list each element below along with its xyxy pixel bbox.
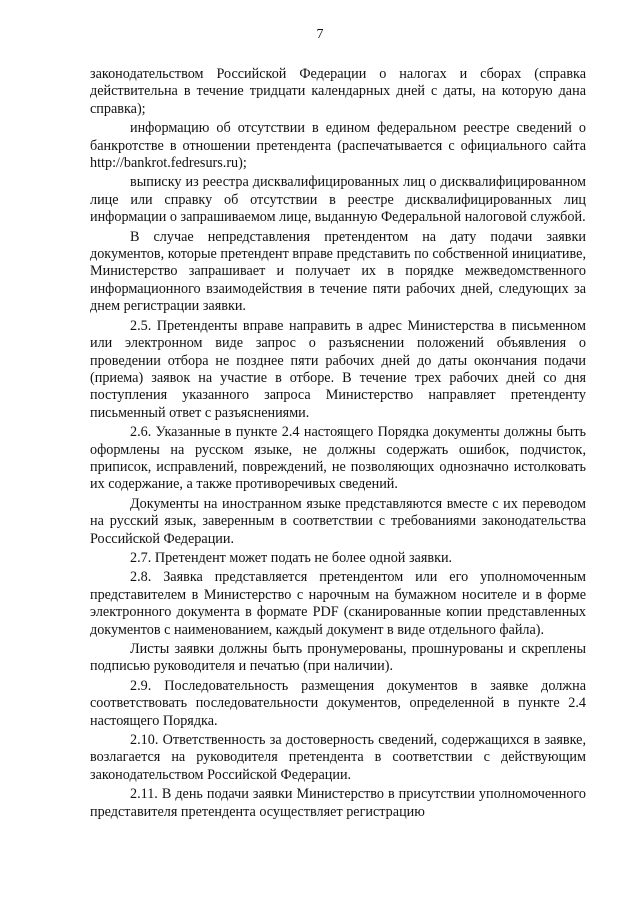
paragraph-interagency-request: В случае непредставления претендентом на дату подачи заявки документов, которые претендент вправе представить по собственной инициативе, Министерство запрашивает и получает их в порядке межведомственного информационного взаимодействия в течение пяти рабочих дней, следующих за днем регистрации заявки. (90, 228, 586, 315)
paragraph-2-10: 2.10. Ответственность за достоверность сведений, содержащихся в заявке, возлагается на руководителя претендента в соответствии с действующим законодательством Российской Федерации. (90, 732, 586, 783)
paragraph-2-7: 2.7. Претендент может подать не более одной заявки. (130, 549, 453, 566)
paragraph-2-9: 2.9. Последовательность размещения документов в заявке должна соответствовать последовательности документов, определенной в пункте 2.4 настоящего Порядка. (90, 677, 586, 729)
document-body (90, 66, 586, 821)
paragraph-disqualified-persons: выписку из реестра дисквалифицированных лиц о дисквалифицированном лице или справку об отсутствии в реестре дисквалифицированных лиц информации о запрашиваемом лице, выданную Федеральной налоговой службой. (90, 174, 586, 226)
paragraph-2-6: 2.6. Указанные в пункте 2.4 настоящего Порядка документы должны быть оформлены на русском языке, не должны содержать ошибок, подчисток, приписок, исправлений, повреждений, не позволяющих однозначно истолковать их содержание, а также противоречивых сведений. (90, 424, 586, 493)
paragraph-bankruptcy-registry: информацию об отсутствии в едином федеральном реестре сведений о банкротстве в отношении претендента (распечатывается с официального сайта http://bankrot.fedresurs.ru); (90, 120, 586, 172)
paragraph-2-8: 2.8. Заявка представляется претендентом или его уполномоченным представителем в Министерство с нарочным на бумажном носителе и в форме электронного документа в формате PDF (сканированные копии представленных документов с наименованием, каждый документ в виде отдельного файла). (90, 569, 586, 638)
paragraph-sheets-numbered: Листы заявки должны быть пронумерованы, прошнурованы и скреплены подписью руководителя и печатью (при наличии). (90, 641, 586, 675)
paragraph-foreign-documents: Документы на иностранном языке представляются вместе с их переводом на русский язык, заверенным в соответствии с требованиями законодательства Российской Федерации. (90, 495, 586, 547)
page-number: 7 (316, 27, 324, 42)
paragraph-2-5: 2.5. Претенденты вправе направить в адрес Министерства в письменном или электронном виде запрос о разъяснении положений объявления о проведении отбора не позднее пяти рабочих дней до даты окончания подачи (приема) заявок на участие в отборе. В течение трех рабочих дней со дня поступления указанного запроса Министерство направляет претенденту письменный ответ с разъяснениями. (90, 317, 586, 421)
paragraph-2-11: 2.11. В день подачи заявки Министерство в присутствии уполномоченного представителя претендента осуществляет регистрацию (90, 786, 586, 820)
paragraph-tax-certificate-continued: законодательством Российской Федерации о налогах и сборах (справка действительна в течение тридцати календарных дней с даты, на которую дана справка); (90, 66, 586, 117)
